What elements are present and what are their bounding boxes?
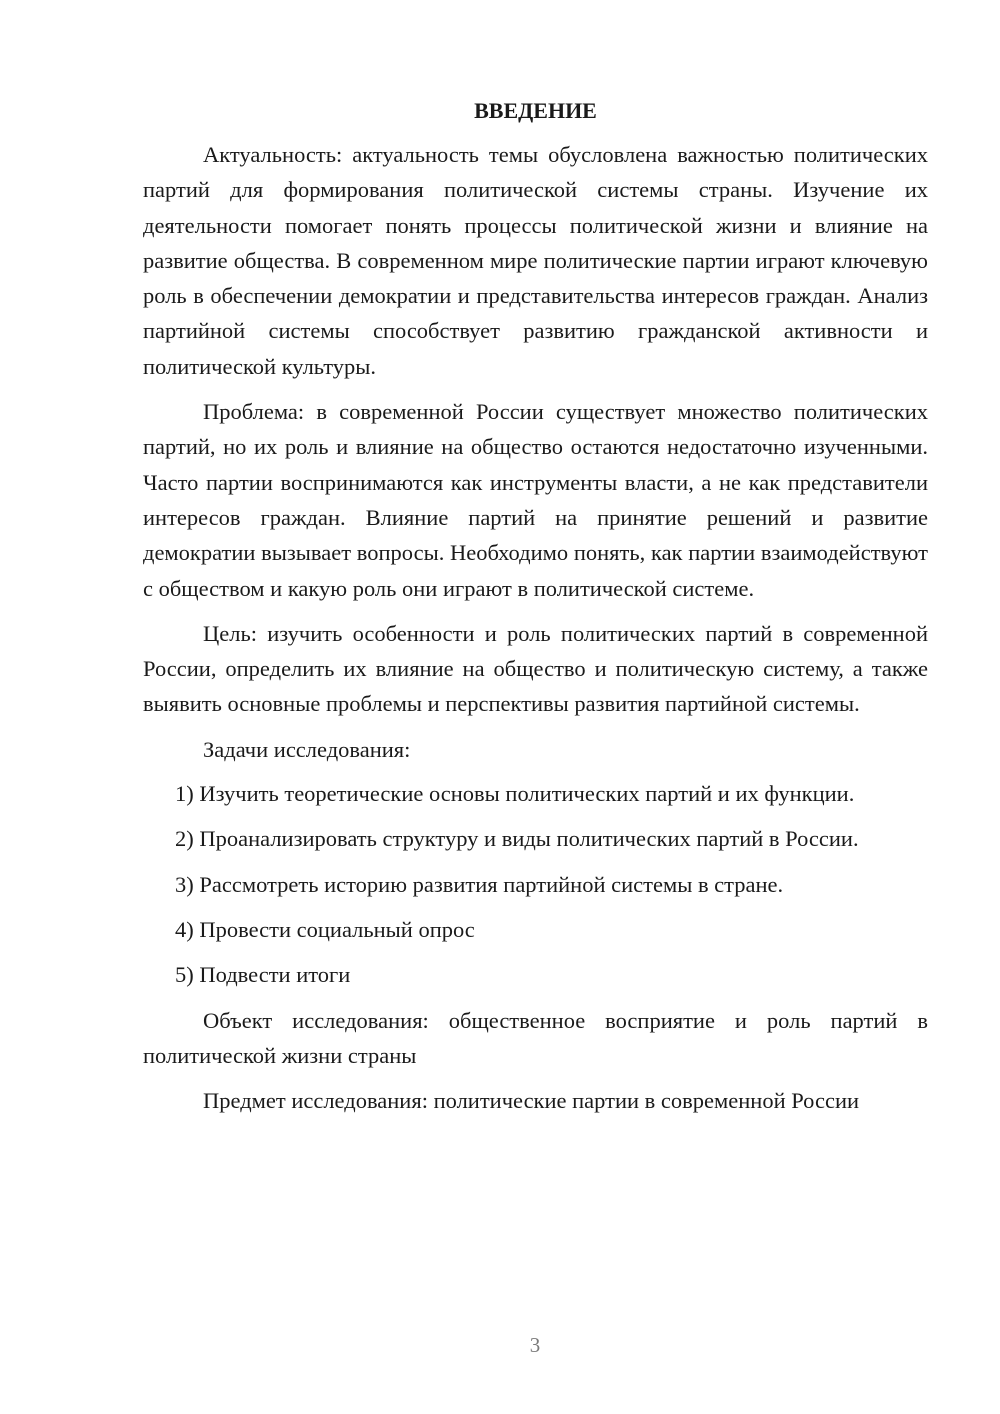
page-title: ВВЕДЕНИЕ: [474, 98, 597, 123]
research-subject-paragraph: Предмет исследования: политические партии в современной России: [203, 1088, 860, 1114]
task-item-5: 5) Подвести итоги: [175, 962, 351, 988]
research-object-paragraph: Объект исследования: общественное восприятие и роль партий в политической жизни страны: [143, 1007, 928, 1068]
task-item-4: 4) Провести социальный опрос: [175, 916, 475, 942]
tasks-heading: Задачи исследования:: [203, 736, 411, 762]
relevance-paragraph: Актуальность: актуальность темы обусловлена важностью политических партий для формирования политической системы страны. Изучение их деятельности помогает понять процессы политической жизни и влияние на развитие общества. В современном мире политические партии играют ключевую роль в обеспечении демократии и представительства интересов граждан. Анализ партийной системы способствует развитию гражданской активности и политической культуры.: [143, 142, 928, 379]
problem-paragraph: Проблема: в современной России существует множество политических партий, но их роль и влияние на общество остаются недостаточно изученными. Часто партии воспринимаются как инструменты власти, а не как представители интересов граждан. Влияние партий на принятие решений и развитие демократии вызывает вопросы. Необходимо понять, как партии взаимодействуют с обществом и какую роль они играют в политической системе.: [143, 399, 928, 601]
task-item-3: 3) Рассмотреть историю развития партийной системы в стране.: [175, 871, 784, 897]
task-item-2: 2) Проанализировать структуру и виды политических партий в России.: [175, 826, 859, 852]
page-number: 3: [529, 1333, 541, 1357]
document-page: [143, 96, 928, 1128]
goal-paragraph: Цель: изучить особенности и роль политических партий в современной России, определить их влияние на общество и политическую систему, а также выявить основные проблемы и перспективы развития партийной системы.: [143, 620, 928, 717]
tasks-list: [143, 776, 928, 992]
task-item-1: 1) Изучить теоретические основы политических партий и их функции.: [175, 781, 855, 807]
